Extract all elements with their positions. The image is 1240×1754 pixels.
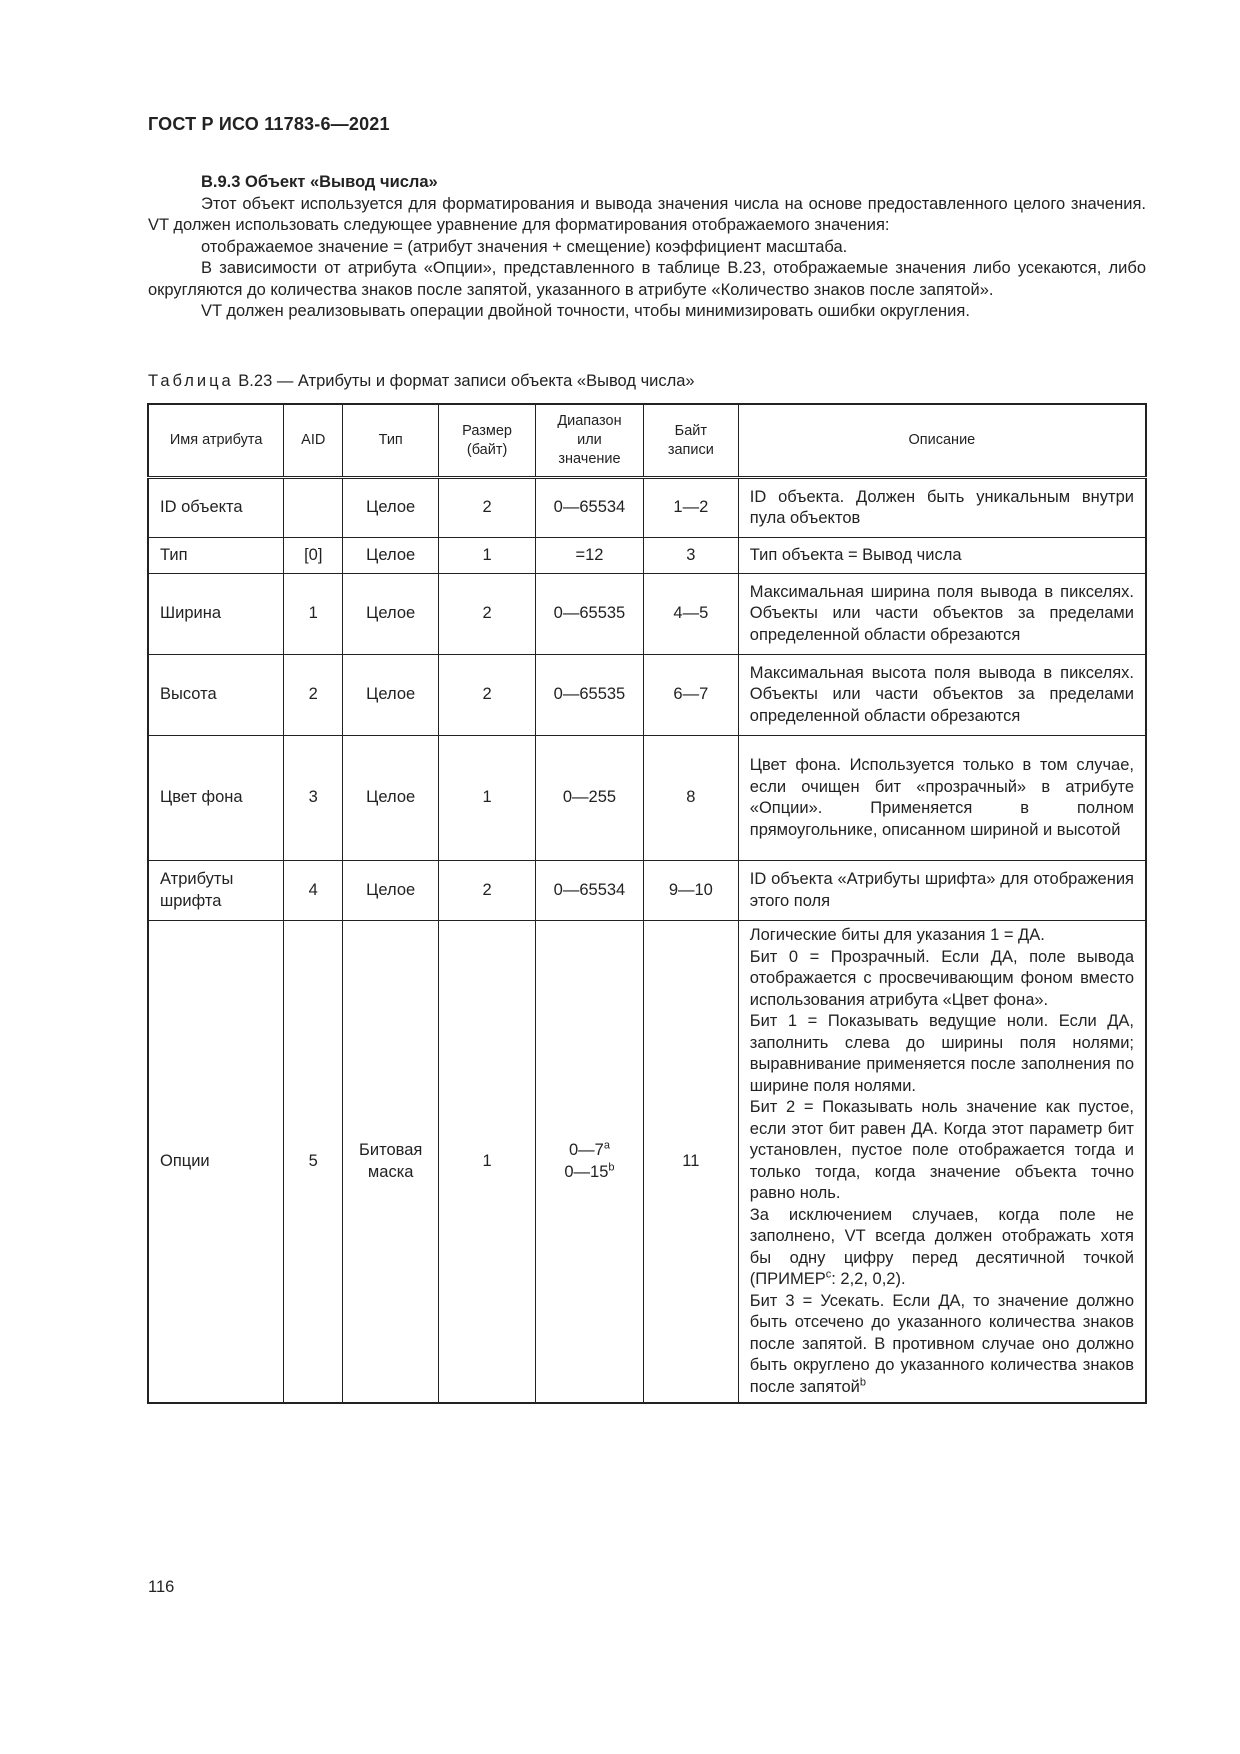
description-line: Бит 0 = Прозрачный. Если ДА, поле вывода отображается с просвечивающим фоном вместо использования атрибута «Цвет фона». xyxy=(749,947,1134,1009)
table-row xyxy=(148,478,1146,538)
description-line: Логические биты для указания 1 = ДА. xyxy=(749,926,1045,944)
cell-description: Максимальная высота поля вывода в пикселях. Объекты или части объектов за пределами определенной области обрезаются xyxy=(738,655,1146,736)
cell-name: Тип xyxy=(148,538,284,574)
cell-type: Целое xyxy=(343,736,439,861)
cell-aid: 1 xyxy=(284,574,343,655)
cell-bytes: 6—7 xyxy=(643,655,738,736)
cell-aid: 2 xyxy=(284,655,343,736)
cell-type: Целое xyxy=(343,478,439,538)
cell-type: Целое xyxy=(343,861,439,921)
cell-description: Максимальная ширина поля вывода в пикселях. Объекты или части объектов за пределами определенной области обрезаются xyxy=(738,574,1146,655)
table-caption-text: В.23 — Атрибуты и формат записи объекта «Вывод числа» xyxy=(238,372,695,390)
cell-name: Опции xyxy=(148,921,284,1404)
header-record-bytes: Байт записи xyxy=(643,404,738,478)
cell-range: 0—65534 xyxy=(536,861,644,921)
cell-name: Ширина xyxy=(148,574,284,655)
cell-type: Битовая маска xyxy=(343,921,439,1404)
cell-range xyxy=(536,921,644,1404)
paragraph: В зависимости от атрибута «Опции», представленного в таблице В.23, отображаемые значения либо усекаются, либо округляются до количества знаков после запятой, указанного в атрибуте «Количество знаков после запятой». xyxy=(148,259,1146,299)
cell-bytes: 1—2 xyxy=(643,478,738,538)
cell-bytes: 9—10 xyxy=(643,861,738,921)
table-row xyxy=(148,921,1146,1404)
header-attribute-name: Имя атрибута xyxy=(148,404,284,478)
cell-range: =12 xyxy=(536,538,644,574)
cell-type: Целое xyxy=(343,538,439,574)
table-row xyxy=(148,736,1146,861)
formula-line: отображаемое значение = (атрибут значения + смещение) коэффициент масштаба. xyxy=(201,237,848,256)
header-size: Размер (байт) xyxy=(439,404,536,478)
paragraph: Этот объект используется для форматирования и вывода значения числа на основе предоставленного целого значения. VT должен использовать следующее уравнение для форматирования отображаемого значения: xyxy=(148,194,1146,234)
table-row xyxy=(148,574,1146,655)
table-row xyxy=(148,538,1146,574)
table-header-row xyxy=(148,404,1146,478)
cell-size: 2 xyxy=(439,478,536,538)
cell-range: 0—65534 xyxy=(536,478,644,538)
cell-size: 2 xyxy=(439,574,536,655)
description-line: За исключением случаев, когда поле не заполнено, VT всегда должен отображать хотя бы одну цифру перед десятичной точкой (ПРИМЕР$^c$: 2,2, 0,2). xyxy=(749,1205,1134,1288)
cell-range: 0—255 xyxy=(536,736,644,861)
header-aid: AID xyxy=(284,404,343,478)
cell-description: ID объекта. Должен быть уникальным внутри пула объектов xyxy=(738,478,1146,538)
cell-description xyxy=(738,921,1146,1404)
cell-aid: 5 xyxy=(284,921,343,1404)
paragraph: VT должен реализовывать операции двойной точности, чтобы минимизировать ошибки округления. xyxy=(201,302,970,320)
cell-bytes: 3 xyxy=(643,538,738,574)
cell-bytes: 8 xyxy=(643,736,738,861)
section-title: В.9.3 Объект «Вывод числа» xyxy=(201,173,438,191)
cell-description: Цвет фона. Используется только в том случае, если очищен бит «прозрачный» в атрибуте «Опции». Применяется в полном прямоугольнике, описанном шириной и высотой xyxy=(738,736,1146,861)
cell-bytes: 11 xyxy=(643,921,738,1404)
footnote-mark: a xyxy=(603,1139,610,1152)
cell-name: Высота xyxy=(148,655,284,736)
cell-size: 2 xyxy=(439,861,536,921)
cell-size: 1 xyxy=(439,736,536,861)
cell-description: ID объекта «Атрибуты шрифта» для отображения этого поля xyxy=(738,861,1146,921)
attributes-table xyxy=(147,403,1147,1404)
footnote-mark: b xyxy=(859,1376,867,1388)
cell-size: 2 xyxy=(439,655,536,736)
cell-name: ID объекта xyxy=(148,478,284,538)
description-line: Бит 3 = Усекать. Если ДА, то значение должно быть отсечено до указанного количества знаков после запятой. В противном случае оно должно быть округлено до указанного количества знаков после запятой$^b$ xyxy=(749,1291,1134,1396)
cell-range: 0—65535 xyxy=(536,574,644,655)
page-number: 116 xyxy=(148,1578,175,1596)
header-description: Описание xyxy=(738,404,1146,478)
section-body xyxy=(148,172,1146,323)
cell-name: Цвет фона xyxy=(148,736,284,861)
header-range: Диапазон или значение xyxy=(536,404,644,478)
cell-aid: 3 xyxy=(284,736,343,861)
cell-bytes: 4—5 xyxy=(643,574,738,655)
description-line: Бит 2 = Показывать ноль значение как пустое, если этот бит равен ДА. Когда этот параметр бит установлен, пустое поле отображается тогда и только тогда, когда значение объекта точно равно ноль. xyxy=(749,1098,1134,1202)
footnote-mark: b xyxy=(608,1161,615,1173)
cell-type: Целое xyxy=(343,574,439,655)
description-line: Бит 1 = Показывать ведущие ноли. Если ДА, заполнить слева до ширины поля нолями; выравнивание применяется после заполнения по ширине поля нолями. xyxy=(749,1012,1134,1095)
cell-description: Тип объекта = Вывод числа xyxy=(738,538,1146,574)
header-type: Тип xyxy=(343,404,439,478)
cell-aid: 4 xyxy=(284,861,343,921)
footnote-mark: c xyxy=(825,1268,832,1281)
cell-name: Атрибуты шрифта xyxy=(148,861,284,921)
table-caption-label: Таблица xyxy=(148,372,234,390)
cell-size: 1 xyxy=(439,921,536,1404)
cell-type: Целое xyxy=(343,655,439,736)
cell-aid: [0] xyxy=(284,538,343,574)
table-row xyxy=(148,861,1146,921)
document-header: ГОСТ Р ИСО 11783-6—2021 xyxy=(148,114,390,134)
table-row xyxy=(148,655,1146,736)
cell-range: 0—65535 xyxy=(536,655,644,736)
cell-aid xyxy=(284,478,343,538)
table-caption xyxy=(148,372,695,391)
range-line: 0—15$^b$ xyxy=(564,1161,615,1181)
range-line: 0—7$^a$ xyxy=(568,1139,610,1159)
cell-size: 1 xyxy=(439,538,536,574)
